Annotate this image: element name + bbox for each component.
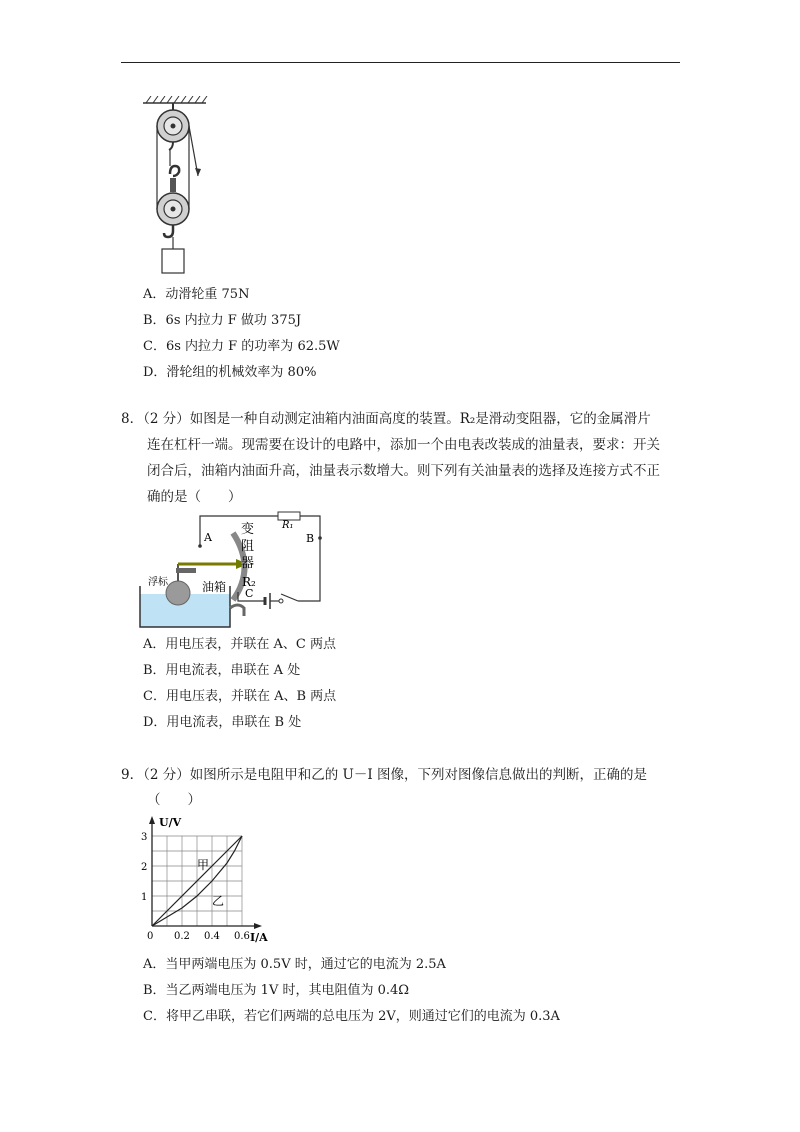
q9-stem-line-2: （ ） (147, 792, 201, 808)
q7-option-a[interactable]: A．动滑轮重 75N (143, 287, 250, 302)
y-tick-label: 3 (141, 832, 148, 843)
label-b: B (306, 532, 315, 545)
x-axis-label: I/A (250, 931, 268, 944)
q9-stem-line-1: 9．（2 分）如图所示是电阻甲和乙的 U－I 图像，下列对图像信息做出的判断，正确的是 (121, 767, 648, 783)
label-r2: R₂ (242, 575, 256, 589)
x-tick-label: 0.6 (234, 931, 250, 942)
x-tick-label: 0.2 (174, 931, 190, 942)
label-rheostat-3: 器 (241, 556, 255, 571)
q8-option-c[interactable]: C．用电压表，并联在 A、B 两点 (143, 689, 337, 704)
q8-option-d[interactable]: D．用电流表，串联在 B 处 (143, 715, 302, 730)
u-i-chart (138, 814, 278, 948)
y-axis-label: U/V (159, 816, 182, 829)
label-r1: R₁ (282, 520, 294, 531)
q8-stem-line-2: 连在杠杆一端。现需要在设计的电路中，添加一个由电表改装成的油量表，要求：开关 (147, 437, 660, 453)
q8-stem-line-4: 确的是（ ） (147, 489, 242, 505)
q7-option-c[interactable]: C．6s 内拉力 F 的功率为 62.5W (143, 339, 340, 354)
label-a: A (204, 531, 212, 544)
y-tick-label: 1 (141, 892, 148, 903)
label-rheostat-1: 变 (241, 522, 255, 537)
series-label-jia: 甲 (197, 858, 210, 872)
label-tank: 油箱 (202, 580, 227, 594)
x-axis-arrow (254, 923, 262, 929)
header-rule (121, 62, 680, 63)
q8-stem-line-1: 8．（2 分）如图是一种自动测定油箱内油面高度的装置。R₂是滑动变阻器，它的金属滑片 (121, 411, 651, 427)
y-axis-arrow (149, 816, 155, 824)
label-float: 浮标 (148, 577, 168, 588)
q8-stem-line-3: 闭合后，油箱内油面升高，油量表示数增大。则下列有关油量表的选择及连接方式不正 (147, 463, 660, 479)
pulley-figure (140, 96, 220, 276)
q9-option-a[interactable]: A．当甲两端电压为 0.5V 时，通过它的电流为 2.5A (143, 957, 446, 972)
oil-gauge-circuit-figure (138, 508, 328, 628)
label-c: C (245, 587, 254, 600)
series-label-yi: 乙 (212, 894, 225, 908)
q9-option-b[interactable]: B．当乙两端电压为 1V 时，其电阻值为 0.4Ω (143, 983, 410, 998)
label-rheostat-2: 阻 (241, 539, 255, 554)
x-tick-label: 0 (147, 931, 154, 942)
q7-option-b[interactable]: B．6s 内拉力 F 做功 375J (143, 313, 302, 328)
x-tick-label: 0.4 (204, 931, 220, 942)
q9-option-c[interactable]: C．将甲乙串联，若它们两端的总电压为 2V，则通过它们的电流为 0.3A (143, 1009, 560, 1024)
y-tick-label: 2 (141, 862, 148, 873)
q7-option-d[interactable]: D．滑轮组的机械效率为 80% (143, 365, 317, 380)
q8-option-a[interactable]: A．用电压表，并联在 A、C 两点 (143, 637, 336, 652)
q8-option-b[interactable]: B．用电流表，串联在 A 处 (143, 663, 301, 678)
